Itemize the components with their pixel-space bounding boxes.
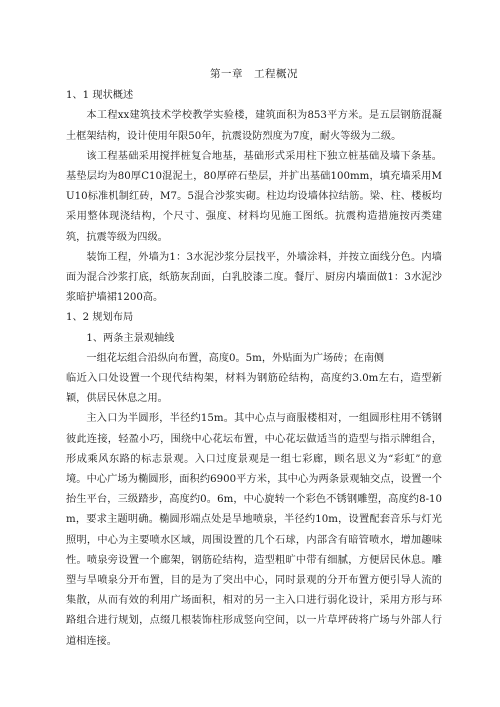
paragraph-decoration: 装饰工程，外墙为1：3水泥沙浆分层找平，外墙涂料，并按立面线分色。内墙面为混合沙浆打底，纸筋灰刮面，白乳胶漆二度。餐厅、厨房内墙面做1：3水泥沙浆暗护墙裙1200高。: [66, 251, 442, 304]
section-heading-1-1: 1、1 现状概述: [66, 90, 134, 102]
paragraph-foundation: 该工程基础采用搅拌桩复合地基，基础形式采用柱下独立桩基础及墙下条基。基垫层均为80厚C10混泥土，80厚碎石垫层，并扩出基础100mm，填充墙采用MU10标准机制红砖，M7。5混合沙浆实砌。柱边均设墙体拉结筋。梁、柱、楼板均采用整体现浇结构，个尺寸、强度、材料均见施工图纸。抗震构造措施按丙类建筑，抗震等级为四级。: [66, 150, 442, 243]
paragraph-flowerbed: 一组花坛组合沿纵向布置，高度0。5m，外贴面为广场砖；在南侧: [86, 352, 385, 364]
subsection-heading-axes: 1、两条主景观轴线: [86, 332, 175, 344]
paragraph-overview: 本工程xx建筑技术学校教学实验楼，建筑面积为853平方米。是五层钢筋混凝土框架结构，设计使用年限50年，抗震设防烈度为7度，耐火等级为二级。: [66, 110, 442, 142]
section-heading-1-2: 1、2 规划布局: [66, 312, 134, 324]
paragraph-entrance: 主入口为半圆形，半径约15m。其中心点与商服楼相对，一组圆形柱用不锈钢彼此连接，轻盈小巧，围绕中心花坛布置，中心花坛做适当的造型与指示牌组合，形成乘风东路的标志景观。入口过度景观是一组七彩廊，顾名思义为“彩虹”的意境。中心广场为椭圆形，面积约6900平方米，其中心为两条景观轴交点，设置一个抬生平台，三级踏步，高度约0。6m，中心旋转一个彩色不锈钢雕塑，高度约8-10m，要求主题明确。椭圆形端点处是旱地喷泉，半径约10m，设置配套音乐与灯光照明，中心为主要喷水区域，周围设置的几个石球，内部含有暗管喷水，增加趣味性。喷泉旁设置一个廊架，钢筋砼结构，造型粗旷中带有细腻，方便居民休息。雕塑与旱喷泉分开布置，目的是为了突出中心，同时景观的分开布置方便引导人流的集散，从而有效的利用广场面积，相对的另一主入口进行弱化设计，采用方形与环路组合进行规划，点缀几根装饰柱形成竖向空间，以一片草坪砖将广场与外部人行道相连接。: [66, 413, 442, 647]
paragraph-flowerbed-cont: 临近入口处设置一个现代结构架，材料为钢筋砼结构，高度约3.0m左右，造型新颖，供居民休息之用。: [66, 373, 442, 405]
chapter-title: 第一章 工程概况: [210, 68, 298, 80]
